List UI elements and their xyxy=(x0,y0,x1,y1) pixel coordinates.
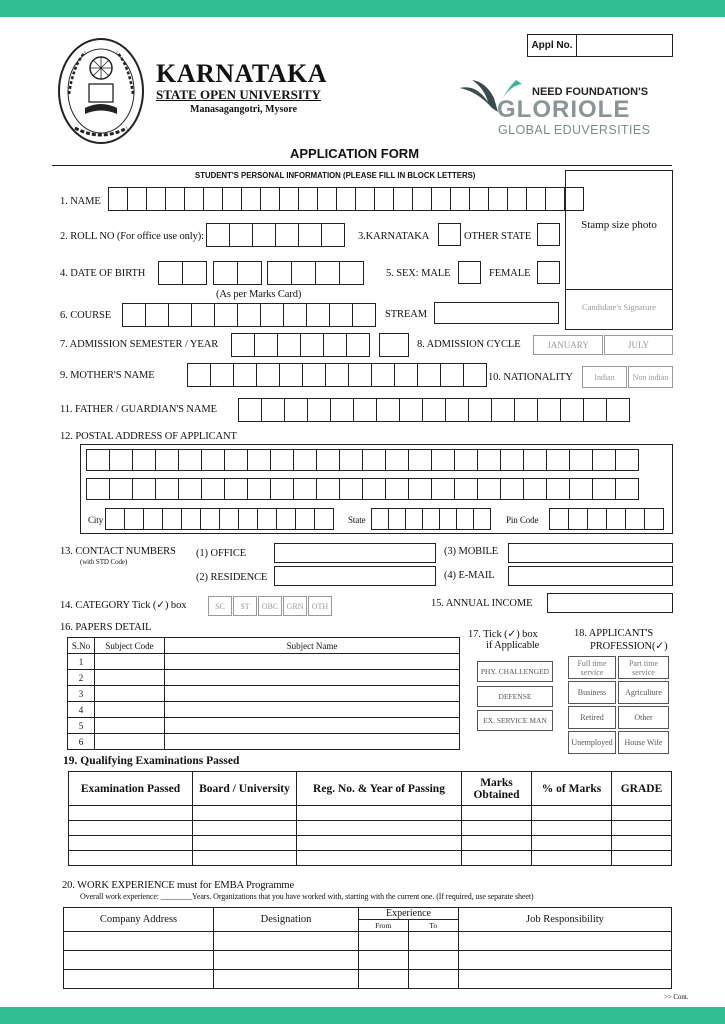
office-label: (1) OFFICE xyxy=(196,548,247,559)
table-row xyxy=(69,851,672,866)
dob-note: (As per Marks Card) xyxy=(216,289,302,300)
university-subtitle: STATE OPEN UNIVERSITY xyxy=(156,87,321,102)
title-divider xyxy=(52,165,672,166)
university-name: KARNATAKA xyxy=(156,59,328,88)
qualifying-label: 19. Qualifying Examinations Passed xyxy=(63,755,240,767)
qual-header-marks: Marks Obtained xyxy=(462,772,532,806)
father-name-label: 11. FATHER / GUARDIAN'S NAME xyxy=(60,404,217,415)
work-experience-note: Overall work experience: ________Years. Organizations that you have worked with, starting with the current one. (If required, use separate sheet) xyxy=(80,892,534,901)
name-input-cells[interactable] xyxy=(108,187,584,211)
pin-code-cells[interactable] xyxy=(549,508,664,530)
papers-header-code: Subject Code xyxy=(95,638,165,654)
address-line-1-cells[interactable] xyxy=(86,449,639,471)
university-seal-icon xyxy=(55,36,147,146)
work-experience-label: 20. WORK EXPERIENCE must for EMBA Programme xyxy=(62,880,295,891)
signature-label: Candidate's Signature xyxy=(581,302,656,312)
continued-note: >> Cont. xyxy=(664,993,689,1001)
profession-agriculture[interactable]: Agriculture xyxy=(618,681,669,704)
papers-sno: 1 xyxy=(68,654,95,670)
table-row xyxy=(64,970,672,989)
dob-day-cells[interactable] xyxy=(158,261,207,285)
work-header-responsibility: Job Responsibility xyxy=(459,908,672,932)
contact-numbers-label: 13. CONTACT NUMBERS xyxy=(60,546,176,557)
partner-top-text: NEED FOUNDATION'S xyxy=(532,86,649,98)
profession-other[interactable]: Other xyxy=(618,706,669,729)
profession-label: 18. APPLICANT'S xyxy=(574,628,654,639)
mobile-label: (3) MOBILE xyxy=(444,546,499,557)
table-row xyxy=(68,734,460,750)
email-label: (4) E-MAIL xyxy=(444,570,495,581)
qual-header-board: Board / University xyxy=(193,772,297,806)
pin-code-label: Pin Code xyxy=(506,515,539,525)
table-row xyxy=(69,821,672,836)
profession-full-time[interactable]: Full time service xyxy=(568,656,616,679)
profession-unemployed[interactable]: Unemployed xyxy=(568,731,616,754)
papers-sno: 4 xyxy=(68,702,95,718)
residence-phone-field[interactable] xyxy=(274,566,436,586)
qual-header-exam: Examination Passed xyxy=(69,772,193,806)
admission-year-box[interactable] xyxy=(379,333,409,357)
papers-sno: 5 xyxy=(68,718,95,734)
admission-semester-label: 7. ADMISSION SEMESTER / YEAR xyxy=(60,339,219,350)
work-experience-table xyxy=(63,907,672,989)
dob-month-cells[interactable] xyxy=(213,261,262,285)
partner-name: GLORIOLE xyxy=(497,96,631,123)
table-row xyxy=(68,686,460,702)
papers-header-sno: S.No xyxy=(68,638,95,654)
qual-header-percent: % of Marks xyxy=(532,772,612,806)
profession-house-wife[interactable]: House Wife xyxy=(618,731,669,754)
work-header-to: To xyxy=(429,921,438,930)
email-field[interactable] xyxy=(508,566,673,586)
table-row xyxy=(64,932,672,951)
table-row xyxy=(68,654,460,670)
male-checkbox[interactable] xyxy=(458,261,481,284)
other-state-checkbox[interactable] xyxy=(537,223,560,246)
course-label: 6. COURSE xyxy=(60,310,112,321)
female-label: FEMALE xyxy=(489,268,531,279)
mother-name-cells[interactable] xyxy=(187,363,487,387)
karnataka-checkbox[interactable] xyxy=(438,223,461,246)
papers-sno: 2 xyxy=(68,670,95,686)
other-state-label: OTHER STATE xyxy=(464,231,532,242)
non-indian-option[interactable]: Non indian xyxy=(628,366,673,388)
category-st[interactable]: ST xyxy=(233,596,257,616)
university-place: Manasagangotri, Mysore xyxy=(190,104,298,115)
category-label: 14. CATEGORY Tick (✓) box xyxy=(60,600,187,611)
office-phone-field[interactable] xyxy=(274,543,436,563)
papers-detail-label: 16. PAPERS DETAIL xyxy=(60,622,152,633)
top-color-bar xyxy=(0,0,725,17)
table-row xyxy=(64,951,672,970)
qual-header-reg: Reg. No. & Year of Passing xyxy=(297,772,462,806)
profession-retired[interactable]: Retired xyxy=(568,706,616,729)
city-cells[interactable] xyxy=(105,508,334,530)
table-row xyxy=(69,806,672,821)
mother-name-label: 9. MOTHER'S NAME xyxy=(60,370,155,381)
papers-sno: 6 xyxy=(68,734,95,750)
postal-address-box xyxy=(80,444,673,534)
tick-applicable-label: 17. Tick (✓) box xyxy=(468,629,538,640)
section-title: STUDENT'S PERSONAL INFORMATION (PLEASE FILL IN BLOCK LETTERS) xyxy=(195,171,476,180)
appl-no-label: Appl No. xyxy=(528,35,577,56)
work-header-experience-cell xyxy=(359,908,459,932)
form-title: APPLICATION FORM xyxy=(290,146,420,161)
course-input-cells[interactable] xyxy=(122,303,376,327)
annual-income-label: 15. ANNUAL INCOME xyxy=(431,598,533,609)
dob-label: 4. DATE OF BIRTH xyxy=(60,268,146,279)
ex-service-man-option[interactable]: EX. SERVICE MAN xyxy=(477,710,553,731)
tick-applicable-label-2: if Applicable xyxy=(486,640,540,651)
annual-income-field[interactable] xyxy=(547,593,673,613)
appl-no-field[interactable] xyxy=(527,34,673,57)
work-header-company: Company Address xyxy=(64,908,214,932)
photo-label: Stamp size photo xyxy=(581,219,657,231)
profession-label-2: PROFESSION(✓) xyxy=(590,641,668,652)
table-row xyxy=(68,718,460,734)
category-obc[interactable]: OBC xyxy=(258,596,282,616)
name-label: 1. NAME xyxy=(60,196,101,207)
july-option[interactable]: JULY xyxy=(604,335,673,355)
residence-label: (2) RESIDENCE xyxy=(196,572,268,583)
table-row xyxy=(69,836,672,851)
papers-table xyxy=(67,637,460,750)
admission-cycle-label: 8. ADMISSION CYCLE xyxy=(417,339,521,350)
papers-sno: 3 xyxy=(68,686,95,702)
state-label: State xyxy=(348,515,366,525)
work-header-experience: Experience xyxy=(359,908,458,920)
work-header-from: From xyxy=(359,920,409,931)
roll-no-label: 2. ROLL NO (For office use only): xyxy=(60,231,204,242)
work-header-designation: Designation xyxy=(214,908,359,932)
papers-header-name: Subject Name xyxy=(165,638,460,654)
state-cells[interactable] xyxy=(371,508,491,530)
table-row xyxy=(68,670,460,686)
bottom-color-bar xyxy=(0,1007,725,1024)
roll-no-input-cells[interactable] xyxy=(206,223,345,247)
category-sc[interactable]: SC xyxy=(208,596,232,616)
indian-option[interactable]: Indian xyxy=(582,366,627,388)
qualifying-table xyxy=(68,771,672,866)
postal-address-label: 12. POSTAL ADDRESS OF APPLICANT xyxy=(60,431,237,442)
table-row xyxy=(68,702,460,718)
admission-semester-cells[interactable] xyxy=(231,333,370,357)
contact-note: (with STD Code) xyxy=(80,558,128,566)
nationality-label: 10. NATIONALITY xyxy=(488,372,573,383)
karnataka-label: 3.KARNATAKA xyxy=(358,231,430,242)
female-checkbox[interactable] xyxy=(537,261,560,284)
sex-male-label: 5. SEX: MALE xyxy=(386,268,451,279)
partner-subtitle: GLOBAL EDUVERSITIES xyxy=(498,123,651,137)
qual-header-grade: GRADE xyxy=(612,772,672,806)
stream-label: STREAM xyxy=(385,309,427,320)
father-name-cells[interactable] xyxy=(238,398,630,422)
category-options xyxy=(208,596,332,616)
category-oth[interactable]: OTH xyxy=(308,596,332,616)
category-grn[interactable]: GRN xyxy=(283,596,307,616)
profession-business[interactable]: Business xyxy=(568,681,616,704)
city-label: City xyxy=(88,515,104,525)
dob-year-cells[interactable] xyxy=(267,261,364,285)
mobile-field[interactable] xyxy=(508,543,673,563)
profession-grid xyxy=(568,656,671,754)
address-line-2-cells[interactable] xyxy=(86,478,639,500)
stream-field[interactable] xyxy=(434,302,559,324)
phy-challenged-option[interactable]: PHY. CHALLENGED xyxy=(477,661,553,682)
profession-part-time[interactable]: Part time service xyxy=(618,656,669,679)
january-option[interactable]: JANUARY xyxy=(533,335,603,355)
defense-option[interactable]: DEFENSE xyxy=(477,686,553,707)
